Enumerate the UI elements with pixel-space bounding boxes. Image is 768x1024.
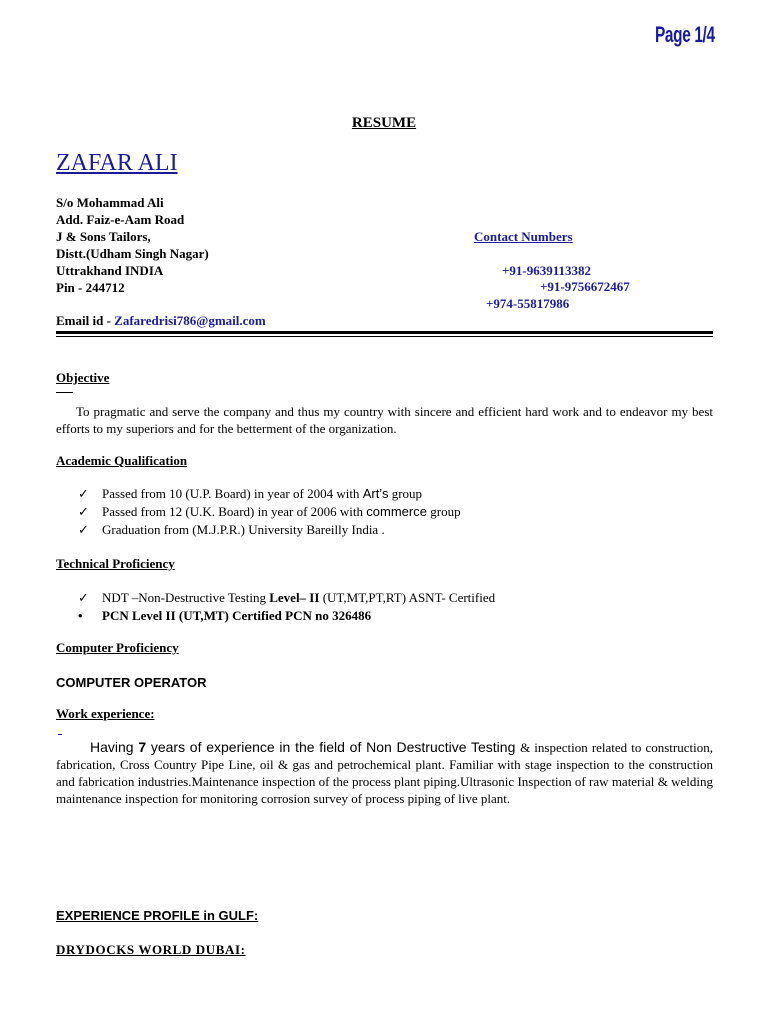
experience-profile-heading: EXPERIENCE PROFILE in GULF: <box>56 908 259 923</box>
phone-number: +91-9756672467 <box>540 279 630 294</box>
list-item: ✓ Passed from 10 (U.P. Board) in year of 2004 with Art’s group <box>78 486 423 501</box>
list-item: ✓ Passed from 12 (U.K. Board) in year of 2006 with commerce group <box>78 504 461 519</box>
header-divider-thin <box>56 336 713 337</box>
technical-list <box>78 589 495 625</box>
email-link[interactable]: Zafaredrisi786@gmail.com <box>114 313 266 328</box>
phone-number: +974-55817986 <box>486 296 570 311</box>
address-block <box>56 194 209 296</box>
address-line: Distt.(Udham Singh Nagar) <box>56 246 209 261</box>
page-number: Page 1/4 <box>655 22 715 47</box>
list-item: ✓ NDT –Non-Destructive Testing Level– II (UT,MT,PT,RT) ASNT- Certified <box>78 590 496 605</box>
contact-numbers-heading: Contact Numbers <box>474 229 573 244</box>
document-title: RESUME <box>351 115 417 131</box>
work-heading: Work experience: <box>56 706 155 721</box>
checkmark-icon: ✓ <box>78 486 89 501</box>
academic-list <box>78 485 461 539</box>
link-mark <box>58 734 62 735</box>
technical-heading: Technical Proficiency <box>56 556 175 571</box>
objective-heading: Objective <box>56 370 110 385</box>
address-line: Pin - 244712 <box>56 280 125 295</box>
header-divider <box>56 331 713 334</box>
address-line: S/o Mohammad Ali <box>56 195 164 210</box>
email-label: Email id - <box>56 313 115 328</box>
list-item: ✓ Graduation from (M.J.P.R.) University Bareilly India . <box>78 522 385 537</box>
academic-heading: Academic Qualification <box>56 453 188 468</box>
email-row <box>56 313 266 329</box>
bullet-icon: • <box>78 608 83 623</box>
computer-skill: COMPUTER OPERATOR <box>56 675 207 690</box>
blank-underline <box>56 392 73 393</box>
address-line: J & Sons Tailors, <box>56 229 151 244</box>
address-line: Uttrakhand INDIA <box>56 263 164 278</box>
candidate-name: ZAFAR ALI <box>56 150 178 176</box>
employer-heading: DRYDOCKS WORLD DUBAI: <box>56 942 246 957</box>
work-text: Having 7 years of experience in the field of Non Destructive Testing & inspection related to construction, fabrication, Cross Country Pipe Line, oil & gas and petrochemical plant. Familiar with stage inspection to the construction and fabrication industries.Maintenance inspection of the process plant piping.Ultrasonic Inspection of raw material & welding maintenance inspection for monitoring corrosion survey of process piping of live plant. <box>56 739 713 806</box>
list-item: • PCN Level II (UT,MT) Certified PCN no 326486 <box>78 608 372 623</box>
checkmark-icon: ✓ <box>78 504 89 519</box>
checkmark-icon: ✓ <box>78 522 89 537</box>
checkmark-icon: ✓ <box>78 590 89 605</box>
phone-number: +91-9639113382 <box>502 263 592 278</box>
objective-text: To pragmatic and serve the company and thus my country with sincere and efficient hard work and to endeavor my best efforts to my superiors and for the betterment of the organization. <box>56 404 713 436</box>
computer-heading: Computer Proficiency <box>56 640 179 655</box>
address-line: Add. Faiz-e-Aam Road <box>56 212 185 227</box>
